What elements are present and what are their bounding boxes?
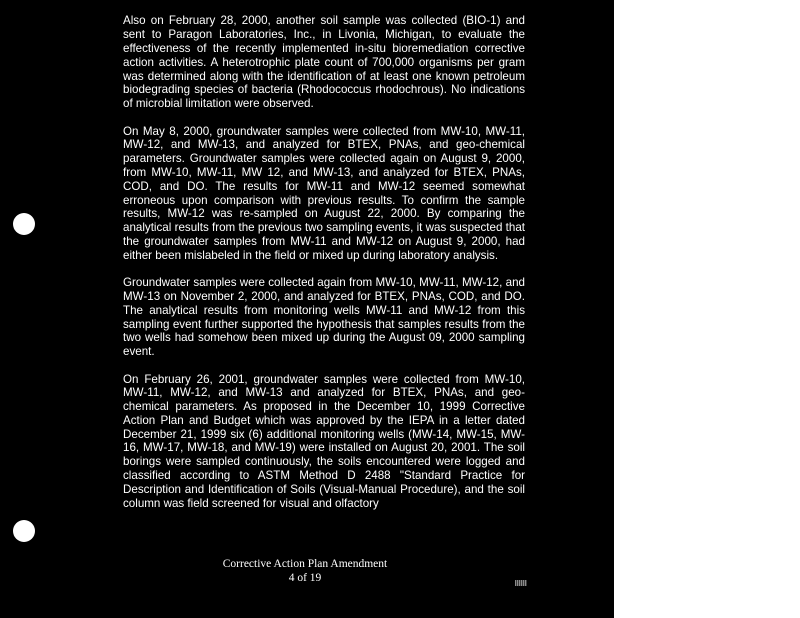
scan-artifact [515, 580, 527, 586]
punch-hole-top [13, 213, 35, 235]
page-footer [190, 557, 420, 585]
paragraph-bio-sample: Also on February 28, 2000, another soil sample was collected (BIO-1) and sent to Paragon Laboratories, Inc., in Livonia, Michigan, to evaluate the effectiveness of the recently implemented in-situ bioremediation corrective action activities. A heterotrophic plate count of 700,000 organisms per gram was determined along with the identification of at least one known petroleum biodegrading species of bacteria (Rhodococcus rhodochrous). No indications of microbial limitation were observed. [123, 14, 525, 111]
page-number: 4 of 19 [288, 572, 322, 584]
paragraph-cutoff [123, 0, 525, 1]
body-text [123, 0, 525, 524]
punch-hole-bottom [13, 520, 35, 542]
footer-title: Corrective Action Plan Amendment [222, 558, 388, 570]
paragraph-february-sampling: On February 26, 2001, groundwater samples were collected from MW-10, MW-11, MW-12, and MW-13 and analyzed for BTEX, PNAs, and geo-chemical parameters. As proposed in the December 10, 1999 Corrective Action Plan and Budget which was approved by the IEPA in a letter dated December 21, 1999 six (6) additional monitoring wells (MW-14, MW-15, MW-16, MW-17, MW-18, and MW-19) were installed on August 20, 2001. The soil borings were sampled continuously, the soils encountered were logged and classified according to ASTM Method D 2488 "Standard Practice for Description and Identification of Soils (Visual-Manual Procedure), and the soil column was field screened for visual and olfactory [123, 372, 525, 510]
paragraph-november-sampling: Groundwater samples were collected again from MW-10, MW-11, MW-12, and MW-13 on November 2, 2000, and analyzed for BTEX, PNAs, COD, and DO. The analytical results from monitoring wells MW-11 and MW-12 from this sampling event further supported the hypothesis that samples results from the two wells had somehow been mixed up during the August 09, 2000 sampling event. [123, 276, 525, 359]
paragraph-may-sampling: On May 8, 2000, groundwater samples were collected from MW-10, MW-11, MW-12, and MW-13, and analyzed for BTEX, PNAs, and geo-chemical parameters. Groundwater samples were collected again on August 9, 2000, from MW-10, MW-11, MW 12, and MW-13, and analyzed for BTEX, PNAs, COD, and DO. The results for MW-11 and MW-12 seemed somewhat erroneous upon comparison with previous results. To confirm the sample results, MW-12 was re-sampled on August 22, 2000. By comparing the analytical results from the previous two sampling events, it was suspected that the groundwater samples from MW-11 and MW-12 on August 9, 2000, had either been mislabeled in the field or mixed up during laboratory analysis. [123, 124, 525, 262]
